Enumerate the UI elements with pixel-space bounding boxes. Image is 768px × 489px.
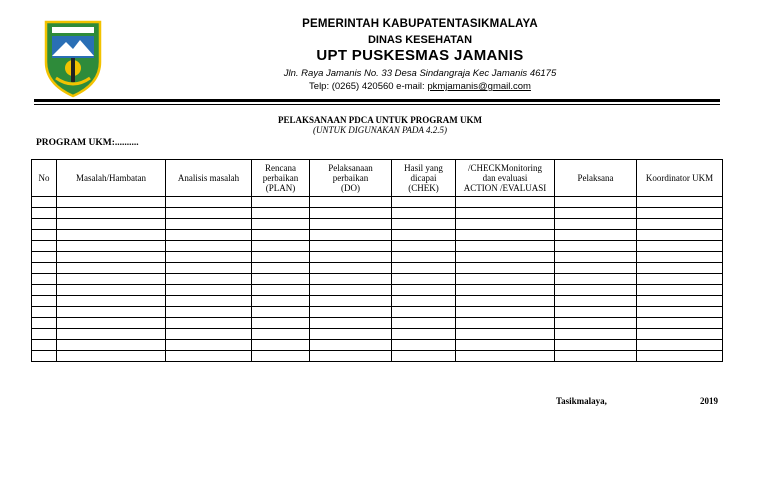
table-cell — [637, 340, 723, 351]
column-header-line: dan evaluasi — [482, 173, 528, 183]
table-row — [32, 208, 723, 219]
table-cell — [166, 230, 252, 241]
table-cell — [637, 230, 723, 241]
table-cell — [32, 351, 57, 362]
table-cell — [637, 252, 723, 263]
table-cell — [32, 197, 57, 208]
column-header-line: Hasil yang — [404, 163, 443, 173]
table-cell — [310, 241, 392, 252]
table-cell — [555, 252, 637, 263]
table-cell — [32, 263, 57, 274]
table-cell — [637, 296, 723, 307]
table-cell — [252, 329, 310, 340]
table-cell — [555, 241, 637, 252]
column-header — [456, 160, 555, 197]
table-cell — [392, 285, 456, 296]
table-cell — [57, 208, 166, 219]
table-cell — [32, 219, 57, 230]
column-header-line: perbaikan — [262, 173, 299, 183]
table-cell — [32, 252, 57, 263]
table-cell — [637, 219, 723, 230]
table-cell — [310, 285, 392, 296]
signature-place: Tasikmalaya, — [556, 396, 607, 406]
table-row — [32, 274, 723, 285]
table-cell — [166, 263, 252, 274]
table-cell — [637, 318, 723, 329]
table-cell — [637, 329, 723, 340]
header-contact — [250, 81, 590, 92]
table-cell — [252, 230, 310, 241]
table-row — [32, 241, 723, 252]
header-government: PEMERINTAH KABUPATENTASIKMALAYA — [302, 18, 538, 30]
table-row — [32, 252, 723, 263]
table-cell — [456, 230, 555, 241]
table-cell — [166, 318, 252, 329]
table-cell — [252, 241, 310, 252]
table-cell — [555, 219, 637, 230]
table-cell — [555, 351, 637, 362]
table-cell — [32, 318, 57, 329]
table-cell — [166, 329, 252, 340]
table-cell — [57, 219, 166, 230]
header-institution: UPT PUSKESMAS JAMANIS — [316, 47, 524, 64]
column-header — [392, 160, 456, 197]
table-cell — [637, 285, 723, 296]
table-cell — [456, 329, 555, 340]
table-cell — [392, 296, 456, 307]
table-cell — [32, 274, 57, 285]
pdca-table — [31, 159, 723, 362]
table-cell — [392, 230, 456, 241]
table-cell — [392, 208, 456, 219]
table-cell — [456, 318, 555, 329]
table-cell — [252, 197, 310, 208]
table-cell — [555, 329, 637, 340]
table-cell — [252, 208, 310, 219]
table-cell — [252, 219, 310, 230]
table-cell — [555, 296, 637, 307]
header-department: DINAS KESEHATAN — [367, 34, 473, 46]
column-header-line: (DO) — [341, 183, 360, 193]
column-header — [57, 160, 166, 197]
table-cell — [392, 351, 456, 362]
header-phone: Telp: (0265) 420560 e-mail: — [309, 81, 428, 92]
table-cell — [555, 208, 637, 219]
table-cell — [310, 230, 392, 241]
table-cell — [637, 208, 723, 219]
table-cell — [57, 241, 166, 252]
table-row — [32, 296, 723, 307]
table-row — [32, 230, 723, 241]
table-cell — [310, 329, 392, 340]
table-cell — [32, 340, 57, 351]
table-row — [32, 197, 723, 208]
table-cell — [166, 307, 252, 318]
table-cell — [392, 307, 456, 318]
table-cell — [456, 340, 555, 351]
column-header-line: Koordinator UKM — [645, 173, 714, 183]
column-header-line: No — [38, 173, 50, 183]
column-header-line: Masalah/Hambatan — [76, 173, 146, 183]
table-cell — [392, 318, 456, 329]
table-cell — [310, 208, 392, 219]
table-cell — [57, 307, 166, 318]
column-header — [555, 160, 637, 197]
table-cell — [637, 307, 723, 318]
table-cell — [166, 208, 252, 219]
table-cell — [32, 241, 57, 252]
table-cell — [456, 274, 555, 285]
signature-year: 2019 — [700, 396, 718, 406]
table-cell — [392, 263, 456, 274]
table-cell — [166, 274, 252, 285]
table-cell — [637, 274, 723, 285]
table-cell — [57, 285, 166, 296]
table-cell — [57, 197, 166, 208]
table-cell — [252, 318, 310, 329]
table-cell — [32, 208, 57, 219]
table-cell — [392, 340, 456, 351]
table-row — [32, 340, 723, 351]
table-cell — [310, 252, 392, 263]
table-cell — [456, 208, 555, 219]
table-cell — [310, 197, 392, 208]
table-row — [32, 219, 723, 230]
table-cell — [57, 340, 166, 351]
table-cell — [57, 296, 166, 307]
document-title: PELAKSANAAN PDCA UNTUK PROGRAM UKM — [278, 115, 482, 125]
table-cell — [555, 263, 637, 274]
table-cell — [637, 263, 723, 274]
table-cell — [637, 241, 723, 252]
table-cell — [392, 197, 456, 208]
table-cell — [57, 329, 166, 340]
column-header — [310, 160, 392, 197]
table-cell — [32, 307, 57, 318]
table-cell — [310, 351, 392, 362]
table-cell — [252, 252, 310, 263]
column-header-line: perbaikan — [332, 173, 369, 183]
table-cell — [456, 285, 555, 296]
table-cell — [555, 285, 637, 296]
table-cell — [456, 263, 555, 274]
table-cell — [32, 230, 57, 241]
column-header — [166, 160, 252, 197]
table-cell — [555, 197, 637, 208]
column-header-line: ACTION /EVALUASI — [463, 183, 547, 193]
table-cell — [310, 263, 392, 274]
column-header-line: Analisis masalah — [177, 173, 240, 183]
table-cell — [57, 274, 166, 285]
table-cell — [57, 351, 166, 362]
table-cell — [252, 307, 310, 318]
table-cell — [456, 351, 555, 362]
table-cell — [637, 197, 723, 208]
table-cell — [555, 340, 637, 351]
column-header — [32, 160, 57, 197]
table-cell — [166, 296, 252, 307]
table-cell — [32, 296, 57, 307]
table-cell — [310, 219, 392, 230]
column-header-line: /CHECKMonitoring — [467, 163, 542, 173]
table-cell — [57, 230, 166, 241]
column-header — [252, 160, 310, 197]
column-header-line: (PLAN) — [265, 183, 296, 193]
table-cell — [166, 340, 252, 351]
header-address: Jln. Raya Jamanis No. 33 Desa Sindangraja Kec Jamanis 46175 — [283, 68, 557, 79]
table-cell — [32, 329, 57, 340]
header-email: pkmjamanis@gmail.com — [427, 81, 531, 92]
table-header-row — [32, 160, 723, 197]
table-cell — [252, 351, 310, 362]
header-rule-thick — [34, 99, 720, 102]
table-cell — [166, 197, 252, 208]
table-cell — [166, 285, 252, 296]
table-cell — [310, 296, 392, 307]
table-row — [32, 318, 723, 329]
table-cell — [252, 274, 310, 285]
table-cell — [166, 241, 252, 252]
table-cell — [456, 219, 555, 230]
table-cell — [310, 307, 392, 318]
table-cell — [310, 274, 392, 285]
tasikmalaya-regency-emblem — [42, 18, 104, 98]
table-cell — [252, 340, 310, 351]
table-cell — [555, 318, 637, 329]
document-subtitle: (UNTUK DIGUNAKAN PADA 4.2.5) — [313, 125, 447, 135]
table-cell — [555, 230, 637, 241]
table-cell — [456, 307, 555, 318]
table-cell — [166, 252, 252, 263]
table-cell — [392, 252, 456, 263]
table-row — [32, 329, 723, 340]
column-header-line: Pelaksanaan — [328, 163, 373, 173]
table-cell — [456, 197, 555, 208]
column-header-line: Rencana — [265, 163, 296, 173]
table-cell — [57, 252, 166, 263]
column-header-line: (CHEK) — [408, 183, 439, 193]
column-header-line: Pelaksana — [577, 173, 614, 183]
table-cell — [456, 241, 555, 252]
table-cell — [166, 219, 252, 230]
table-cell — [166, 351, 252, 362]
table-cell — [392, 241, 456, 252]
table-cell — [392, 329, 456, 340]
table-cell — [456, 252, 555, 263]
table-row — [32, 351, 723, 362]
table-cell — [57, 263, 166, 274]
table-cell — [637, 351, 723, 362]
table-row — [32, 263, 723, 274]
table-cell — [252, 263, 310, 274]
table-cell — [32, 285, 57, 296]
program-label: PROGRAM UKM:.......... — [36, 138, 139, 148]
header-rule-thin — [34, 104, 720, 105]
table-cell — [310, 340, 392, 351]
table-cell — [310, 318, 392, 329]
table-cell — [392, 219, 456, 230]
table-row — [32, 285, 723, 296]
table-cell — [456, 296, 555, 307]
table-row — [32, 307, 723, 318]
table-cell — [57, 318, 166, 329]
column-header-line: dicapai — [410, 173, 437, 183]
table-cell — [555, 274, 637, 285]
table-cell — [392, 274, 456, 285]
table-cell — [555, 307, 637, 318]
table-cell — [252, 285, 310, 296]
table-cell — [252, 296, 310, 307]
column-header — [637, 160, 723, 197]
